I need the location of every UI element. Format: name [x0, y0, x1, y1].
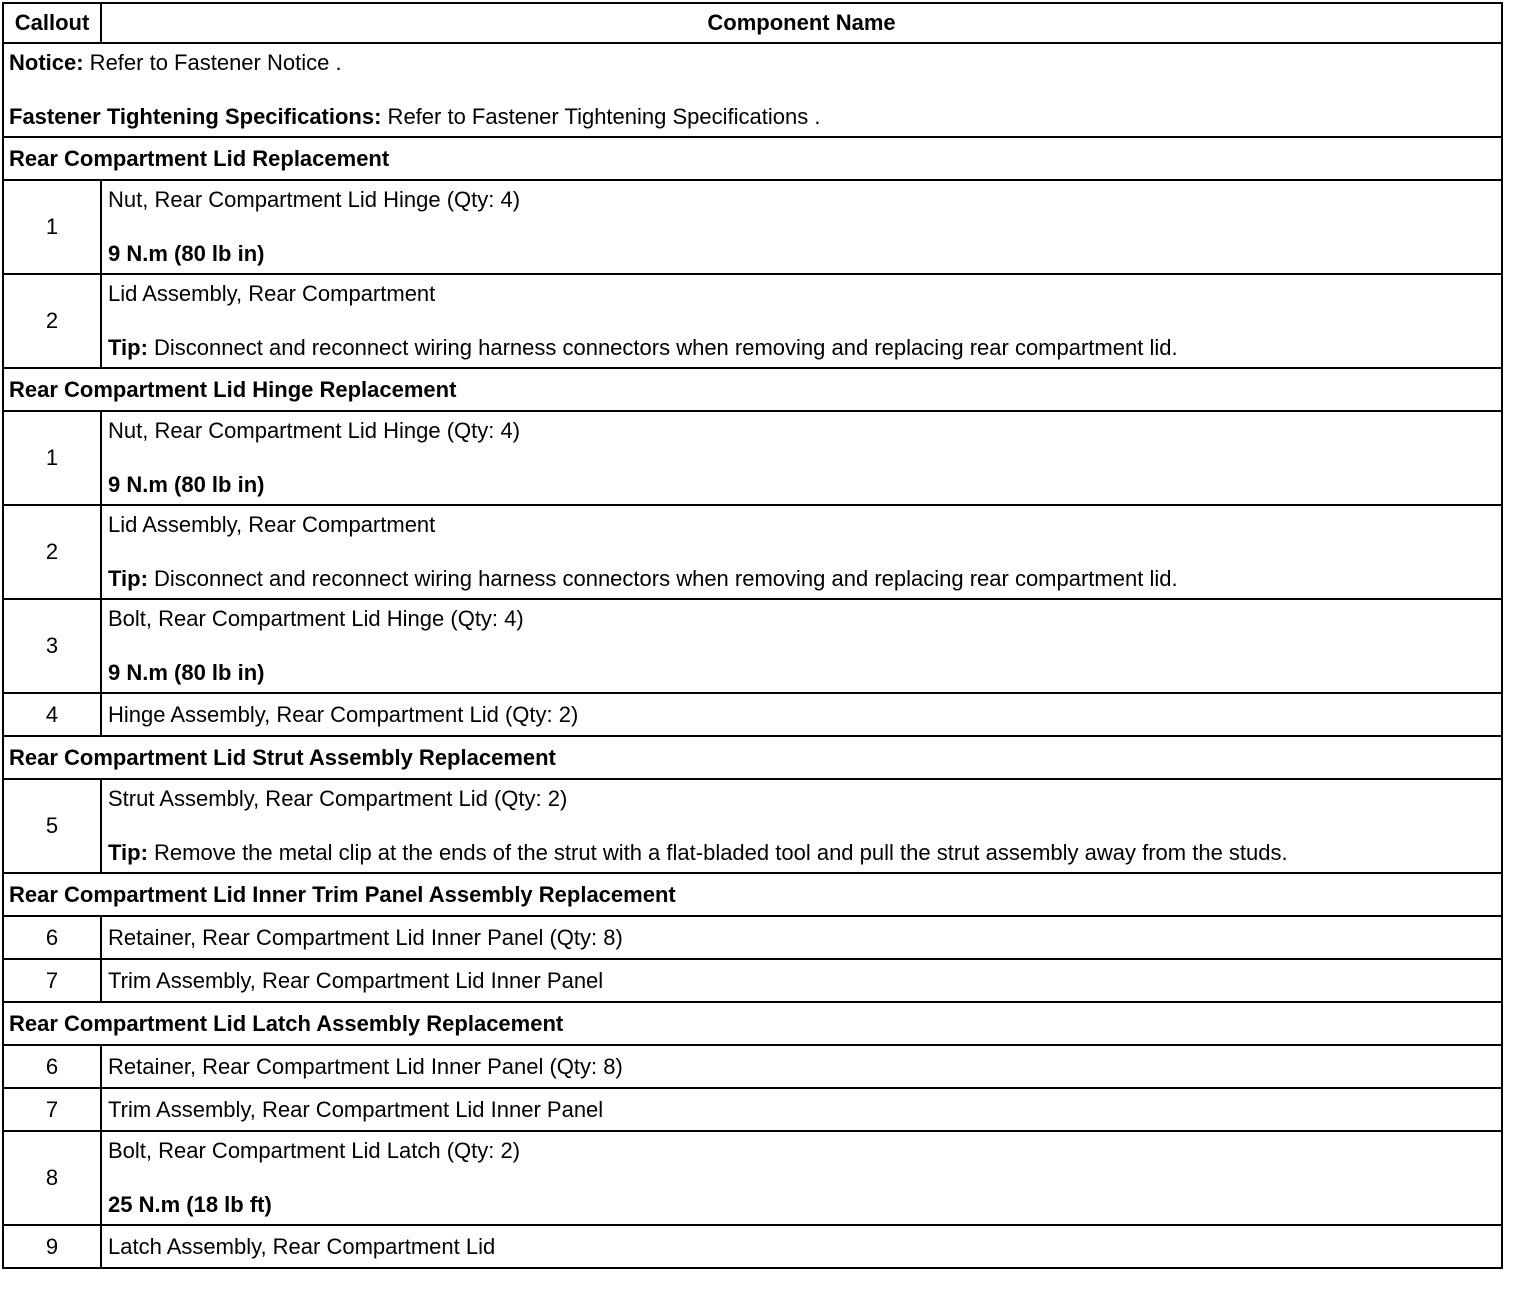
notice-cell	[3, 43, 1502, 137]
torque-value: 9 N.m (80 lb in)	[108, 472, 265, 497]
tip-label: Tip:	[108, 335, 148, 360]
table-row	[3, 1088, 1502, 1131]
component-cell	[101, 1131, 1502, 1225]
callout-number: 4	[3, 693, 101, 736]
component-cell	[101, 1045, 1502, 1088]
table-body	[3, 43, 1502, 1268]
section-header-row	[3, 137, 1502, 180]
section-header-row	[3, 736, 1502, 779]
component-cell	[101, 693, 1502, 736]
section-header-row	[3, 873, 1502, 916]
table-header-row	[3, 3, 1502, 43]
torque-spec	[108, 472, 1495, 498]
component-name: Retainer, Rear Compartment Lid Inner Panel (Qty: 8)	[108, 924, 623, 950]
component-name: Trim Assembly, Rear Compartment Lid Inner Panel	[108, 967, 604, 993]
component-cell	[101, 411, 1502, 505]
table-row	[3, 505, 1502, 599]
tip-text: Disconnect and reconnect wiring harness connectors when removing and replacing rear compartment lid.	[147, 335, 1178, 360]
torque-spec	[108, 241, 1495, 267]
callout-number: 5	[3, 779, 101, 873]
component-name: Bolt, Rear Compartment Lid Hinge (Qty: 4)	[108, 606, 524, 631]
component-cell	[101, 1088, 1502, 1131]
torque-value: 25 N.m (18 lb ft)	[108, 1192, 272, 1217]
component-cell	[101, 779, 1502, 873]
fastener-spec-label: Fastener Tightening Specifications:	[9, 104, 382, 129]
callout-number: 6	[3, 916, 101, 959]
table-row	[3, 1225, 1502, 1268]
fastener-spec-line	[9, 104, 1496, 130]
tip-text: Disconnect and reconnect wiring harness connectors when removing and replacing rear compartment lid.	[147, 566, 1178, 591]
section-header-row	[3, 368, 1502, 411]
component-name: Nut, Rear Compartment Lid Hinge (Qty: 4)	[108, 418, 521, 443]
component-cell	[101, 1225, 1502, 1268]
torque-spec	[108, 660, 1495, 686]
component-cell	[101, 916, 1502, 959]
callout-number: 1	[3, 411, 101, 505]
section-title: Rear Compartment Lid Latch Assembly Replacement	[3, 1002, 1502, 1045]
component-name: Latch Assembly, Rear Compartment Lid	[108, 1233, 496, 1259]
component-name: Trim Assembly, Rear Compartment Lid Inner Panel	[108, 1096, 604, 1122]
component-table	[2, 2, 1503, 1269]
callout-number: 2	[3, 505, 101, 599]
table-row	[3, 959, 1502, 1002]
table-row	[3, 274, 1502, 368]
table-row	[3, 1045, 1502, 1088]
tip-line	[108, 840, 1495, 866]
component-name: Lid Assembly, Rear Compartment	[108, 281, 436, 306]
torque-value: 9 N.m (80 lb in)	[108, 660, 265, 685]
callout-number: 2	[3, 274, 101, 368]
component-name: Strut Assembly, Rear Compartment Lid (Qty: 2)	[108, 786, 568, 811]
component-cell	[101, 959, 1502, 1002]
notice-row	[3, 43, 1502, 137]
tip-text: Remove the metal clip at the ends of the strut with a flat-bladed tool and pull the strut assembly away from the studs.	[147, 840, 1288, 865]
table-row	[3, 1131, 1502, 1225]
callout-number: 7	[3, 1088, 101, 1131]
notice-label: Notice:	[9, 50, 84, 75]
component-name: Lid Assembly, Rear Compartment	[108, 512, 436, 537]
table-row	[3, 411, 1502, 505]
component-name: Retainer, Rear Compartment Lid Inner Panel (Qty: 8)	[108, 1053, 623, 1079]
notice-line	[9, 50, 1496, 76]
callout-number: 3	[3, 599, 101, 693]
callout-number: 7	[3, 959, 101, 1002]
fastener-spec-text: Refer to Fastener Tightening Specifications .	[381, 104, 821, 129]
callout-number: 9	[3, 1225, 101, 1268]
notice-text: Refer to Fastener Notice .	[83, 50, 342, 75]
callout-number: 6	[3, 1045, 101, 1088]
table-row	[3, 779, 1502, 873]
table-row	[3, 916, 1502, 959]
component-cell	[101, 505, 1502, 599]
component-table-document	[2, 2, 1503, 1269]
table-row	[3, 693, 1502, 736]
torque-spec	[108, 1192, 1495, 1218]
callout-number: 8	[3, 1131, 101, 1225]
component-name: Hinge Assembly, Rear Compartment Lid (Qty: 2)	[108, 701, 579, 727]
tip-label: Tip:	[108, 840, 148, 865]
component-name: Bolt, Rear Compartment Lid Latch (Qty: 2)	[108, 1138, 521, 1163]
table-row	[3, 599, 1502, 693]
tip-line	[108, 335, 1495, 361]
component-name: Nut, Rear Compartment Lid Hinge (Qty: 4)	[108, 187, 521, 212]
component-name-column-header: Component Name	[101, 3, 1502, 43]
torque-value: 9 N.m (80 lb in)	[108, 241, 265, 266]
section-title: Rear Compartment Lid Strut Assembly Replacement	[3, 736, 1502, 779]
component-cell	[101, 599, 1502, 693]
callout-column-header: Callout	[3, 3, 101, 43]
section-header-row	[3, 1002, 1502, 1045]
component-cell	[101, 180, 1502, 274]
section-title: Rear Compartment Lid Hinge Replacement	[3, 368, 1502, 411]
tip-label: Tip:	[108, 566, 148, 591]
callout-number: 1	[3, 180, 101, 274]
component-cell	[101, 274, 1502, 368]
tip-line	[108, 566, 1495, 592]
section-title: Rear Compartment Lid Inner Trim Panel Assembly Replacement	[3, 873, 1502, 916]
section-title: Rear Compartment Lid Replacement	[3, 137, 1502, 180]
table-row	[3, 180, 1502, 274]
